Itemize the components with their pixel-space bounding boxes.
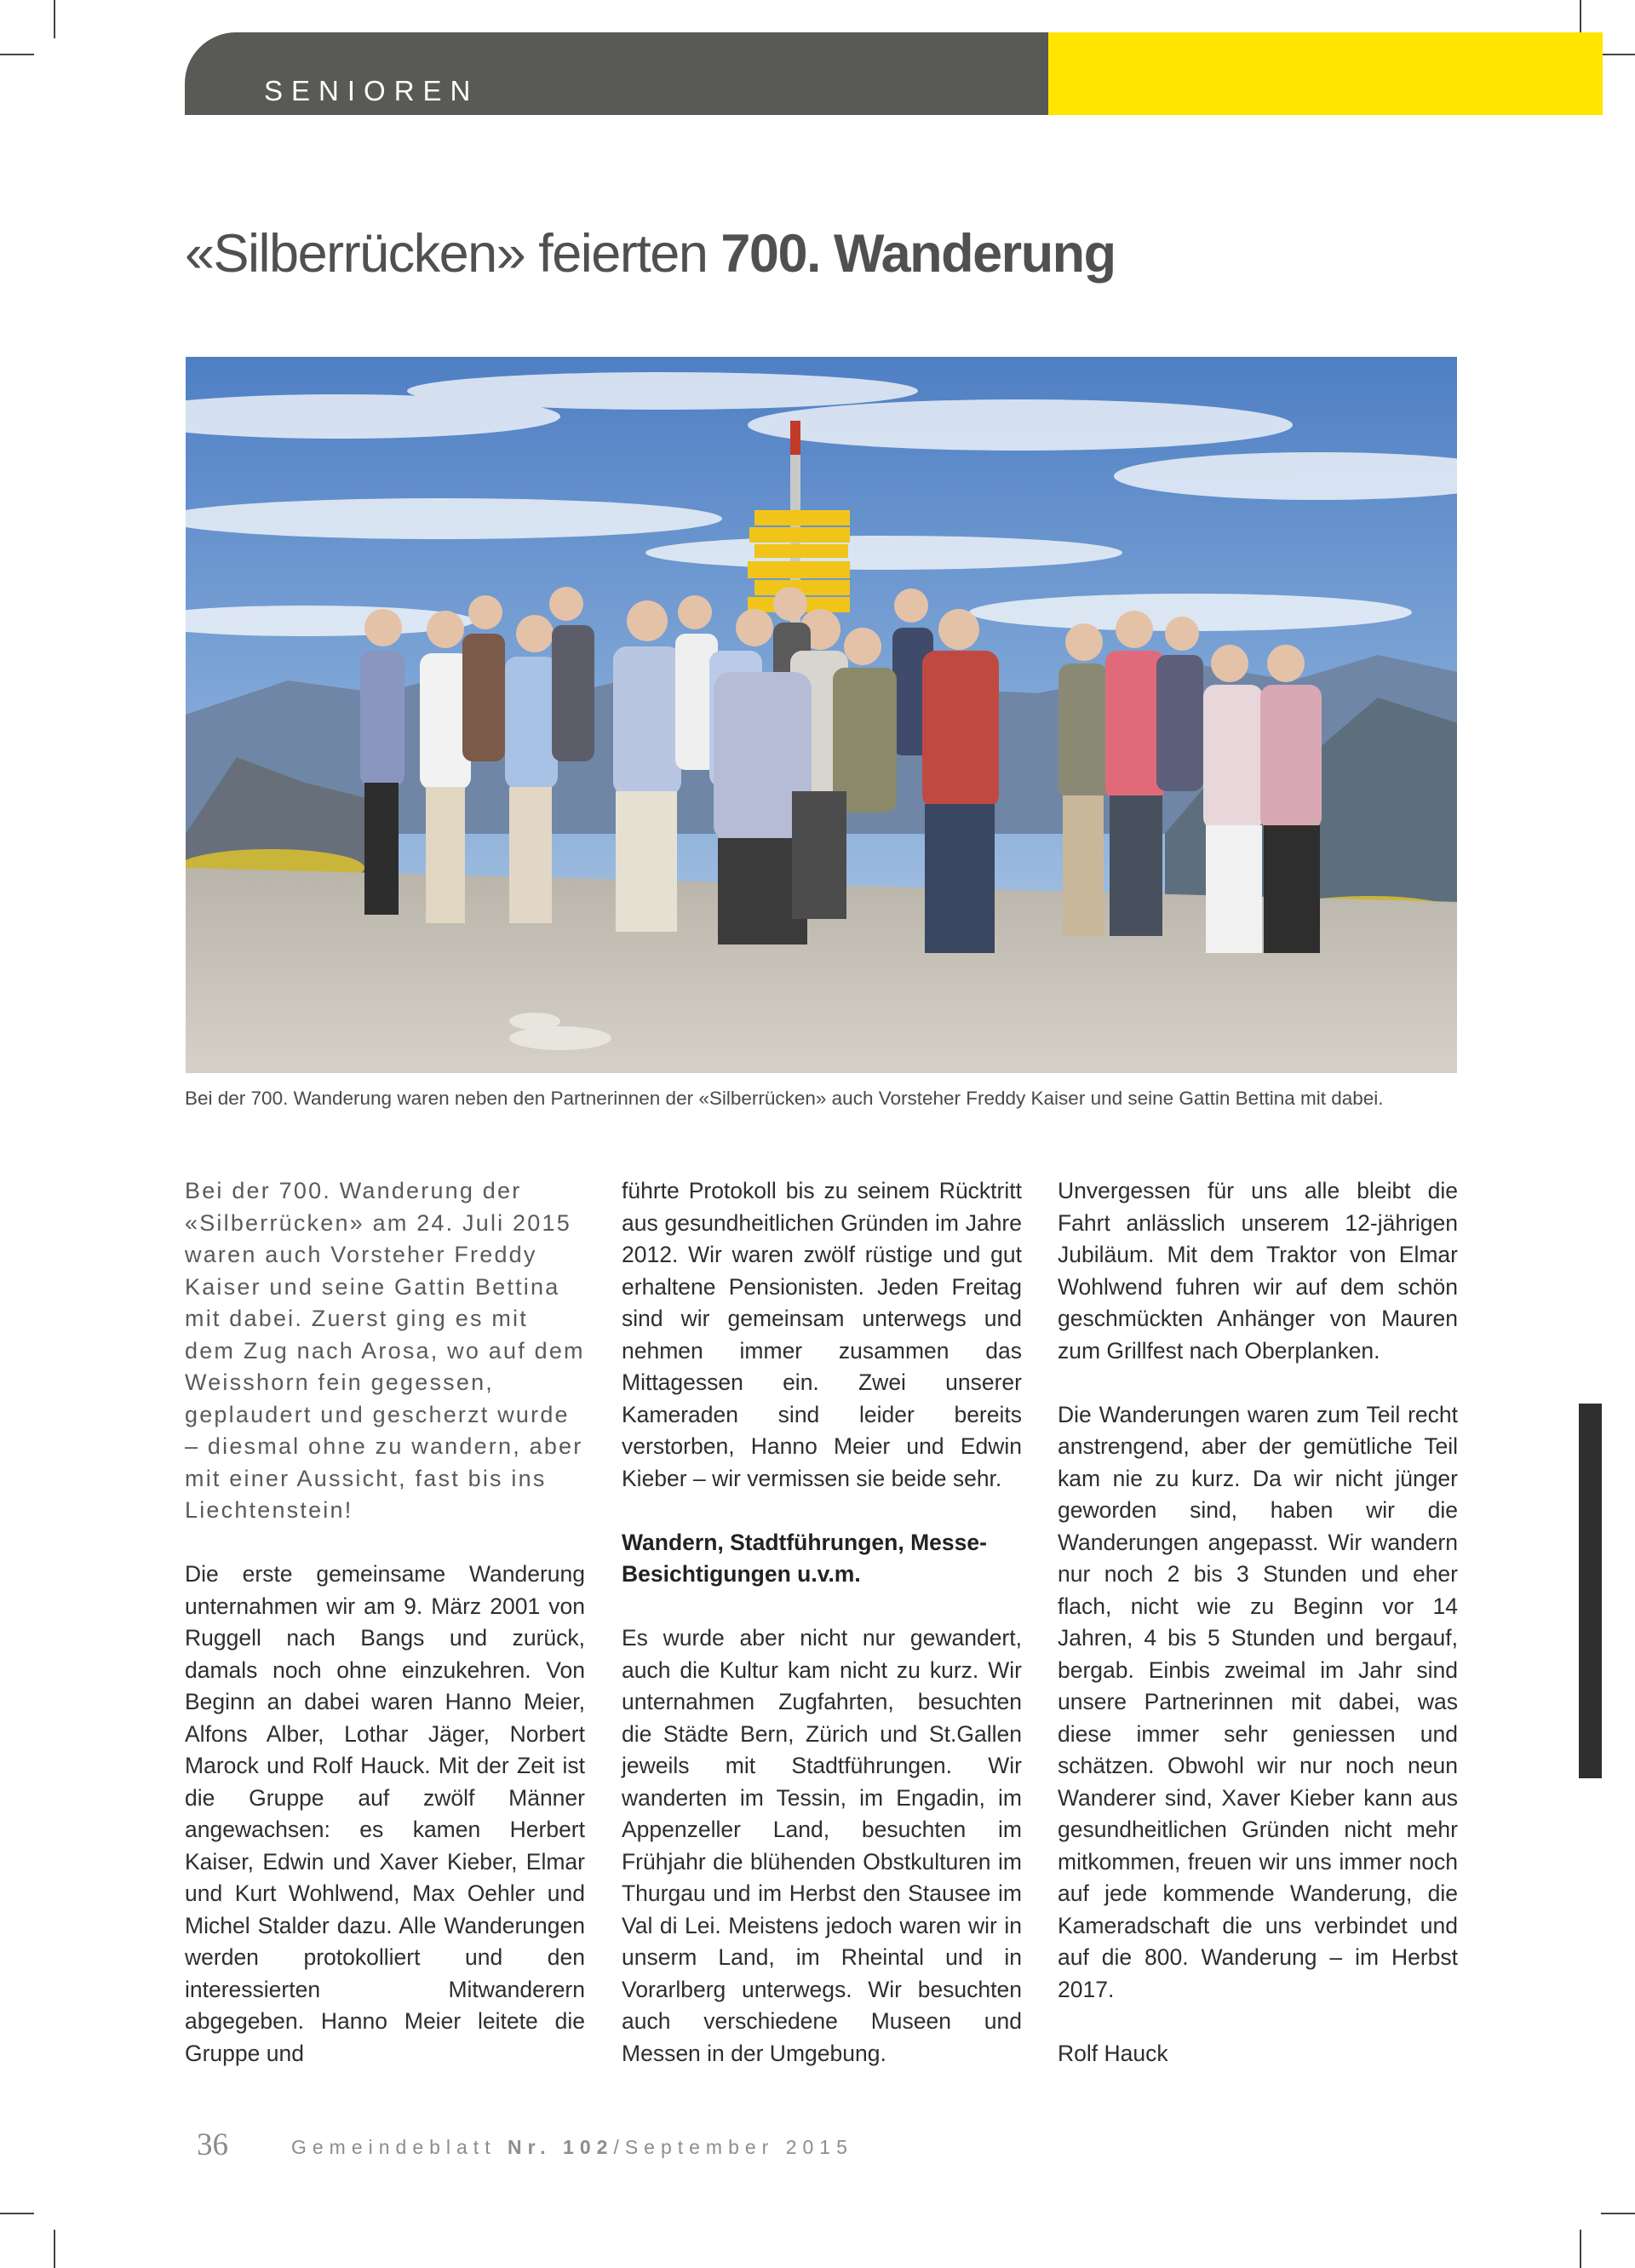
article-subheading: Wandern, Stadtführungen, Messe-Besichtigungen u.v.m. <box>622 1529 987 1587</box>
article-paragraph: Die Wanderungen waren zum Teil recht anstrengend, aber der gemütliche Teil kam nie zu kurz. Da wir nicht jünger geworden sind, haben wir die Wanderungen angepasst. Wir wandern nur noch 2 bis 3 Stunden und eher flach, nicht wie zu Beginn vor 14 Jahren, 4 bis 5 Stunden und bergauf, bergab. Einbis zweimal im Jahr sind unsere Partnerinnen mit dabei, was diese immer sehr geniessen und schätzen. Obwohl wir nur noch neun Wanderer sind, Xaver Kieber kann aus gesundheitlichen Gründen nicht mehr mitkommen, freuen wir uns immer noch auf jede kommende Wanderung, die Kameradschaft die uns verbindet und auf die 800. Wanderung – im Herbst 2017. <box>1058 1401 1458 2002</box>
footer-publication <box>291 2136 853 2159</box>
article-title-bold: 700. Wanderung <box>720 224 1116 284</box>
crop-mark <box>0 2213 34 2214</box>
article-paragraph: Die erste gemeinsame Wanderung unternahmen wir am 9. März 2001 von Ruggell nach Bangs und zurück, damals noch ohne einzukehren. Von Beginn an dabei waren Hanno Meier, Alfons Alber, Lothar Jäger, Norbert Marock und Rolf Hauck. Mit der Zeit ist die Gruppe auf zwölf Männer angewachsen: es kamen Herbert Kaiser, Edwin und Xaver Kieber, Elmar und Kurt Wohlwend, Max Oehler und Michel Stalder dazu. Alle Wanderungen werden protokolliert und den interessierten Mitwanderern abgegeben. Hanno Meier leitete die Gruppe und <box>185 1561 585 2066</box>
edge-tab <box>1579 1404 1602 1778</box>
section-banner-accent <box>1048 32 1603 115</box>
crop-mark <box>1580 2230 1581 2268</box>
issue-number: Nr. 102 <box>507 2136 614 2158</box>
crop-mark <box>54 2230 55 2268</box>
group-photo <box>186 357 1457 1073</box>
publication-name: Gemeindeblatt <box>291 2136 508 2158</box>
photo-caption: Bei der 700. Wanderung waren neben den Partnerinnen der «Silberrücken» auch Vorsteher Freddy Kaiser und seine Gattin Bettina mit dabei. <box>185 1088 1384 1109</box>
article-column-2 <box>622 1175 1022 2102</box>
page-number: 36 <box>197 2127 228 2162</box>
crop-mark <box>54 0 55 38</box>
section-label: SENIOREN <box>264 75 479 106</box>
article-paragraph: Es wurde aber nicht nur gewandert, auch die Kultur kam nicht zu kurz. Wir unternahmen Zugfahrten, besuchten die Städte Bern, Zürich und St.Gallen jeweils mit Stadtführungen. Wir wanderten im Tessin, im Engadin, im Appenzeller Land, besuchten im Frühjahr die blühenden Obstkulturen im Thurgau und im Herbst den Stausee im Val di Lei. Meistens jedoch waren wir in unserm Land, im Rheintal und in Vorarlberg unterwegs. Wir besuchten auch verschiedene Museen und Messen in der Umgebung. <box>622 1625 1022 2066</box>
article-column-3 <box>1058 1175 1458 2102</box>
article-title-light: «Silberrücken» feierten <box>185 224 721 284</box>
crop-mark <box>1601 54 1635 55</box>
article-lead: Bei der 700. Wanderung der «Silberrücken» am 24. Juli 2015 waren auch Vorsteher Freddy Kaiser und seine Gattin Bettina mit dabei. Zuerst ging es mit dem Zug nach Arosa, wo auf dem Weisshorn fein gegessen, geplaudert und gescherzt wurde – diesmal ohne zu wandern, aber mit einer Aussicht, fast bis ins Liechtenstein! <box>185 1178 585 1523</box>
article-title <box>185 223 1116 284</box>
article-paragraph: Unvergessen für uns alle bleibt die Fahrt anlässlich unserem 12-jährigen Jubiläum. Mit dem Traktor von Elmar Wohlwend fuhren wir auf dem schön geschmückten Anhänger von Mauren zum Grillfest nach Oberplanken. <box>1058 1178 1458 1364</box>
issue-date: /September 2015 <box>613 2136 853 2158</box>
crop-mark <box>1601 2213 1635 2214</box>
article-author: Rolf Hauck <box>1058 2040 1168 2066</box>
article-paragraph: führte Protokoll bis zu seinem Rücktritt aus gesundheitlichen Gründen im Jahre 2012. Wir waren zwölf rüstige und gut erhaltene Pensionisten. Jeden Freitag sind wir gemeinsam unterwegs und nehmen immer zusammen das Mittagessen ein. Zwei unserer Kameraden sind leider bereits verstorben, Hanno Meier und Edwin Kieber – wir vermissen sie beide sehr. <box>622 1178 1022 1491</box>
article-column-1 <box>185 1175 585 2102</box>
crop-mark <box>0 54 34 55</box>
